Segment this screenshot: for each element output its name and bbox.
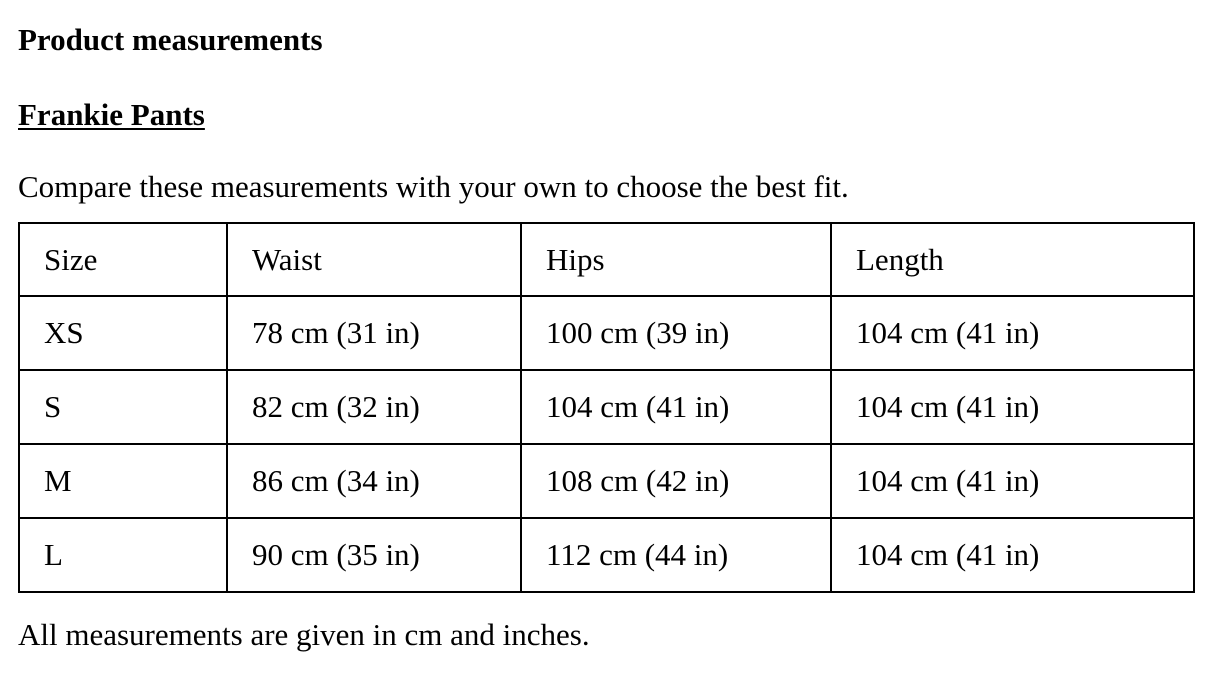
product-name: Frankie Pants (18, 97, 205, 132)
table-row (19, 296, 1194, 370)
size-chart-table (18, 222, 1195, 593)
waist-cell: 90 cm (35 in) (227, 518, 521, 592)
waist-cell: 82 cm (32 in) (227, 370, 521, 444)
waist-cell: 86 cm (34 in) (227, 444, 521, 518)
size-cell: XS (19, 296, 227, 370)
table-row (19, 518, 1194, 592)
hips-cell: 104 cm (41 in) (521, 370, 831, 444)
table-row (19, 370, 1194, 444)
footnote-text: All measurements are given in cm and inches. (18, 617, 590, 652)
header-cell-length: Length (831, 223, 1194, 296)
length-cell: 104 cm (41 in) (831, 370, 1194, 444)
header-cell-hips: Hips (521, 223, 831, 296)
hips-cell: 108 cm (42 in) (521, 444, 831, 518)
page-heading: Product measurements (18, 22, 323, 57)
intro-text: Compare these measurements with your own to choose the best fit. (18, 169, 849, 204)
header-cell-waist: Waist (227, 223, 521, 296)
header-cell-size: Size (19, 223, 227, 296)
hips-cell: 112 cm (44 in) (521, 518, 831, 592)
table-header-row (19, 223, 1194, 296)
length-cell: 104 cm (41 in) (831, 518, 1194, 592)
waist-cell: 78 cm (31 in) (227, 296, 521, 370)
size-cell: L (19, 518, 227, 592)
size-cell: M (19, 444, 227, 518)
hips-cell: 100 cm (39 in) (521, 296, 831, 370)
size-cell: S (19, 370, 227, 444)
table-row (19, 444, 1194, 518)
length-cell: 104 cm (41 in) (831, 444, 1194, 518)
length-cell: 104 cm (41 in) (831, 296, 1194, 370)
